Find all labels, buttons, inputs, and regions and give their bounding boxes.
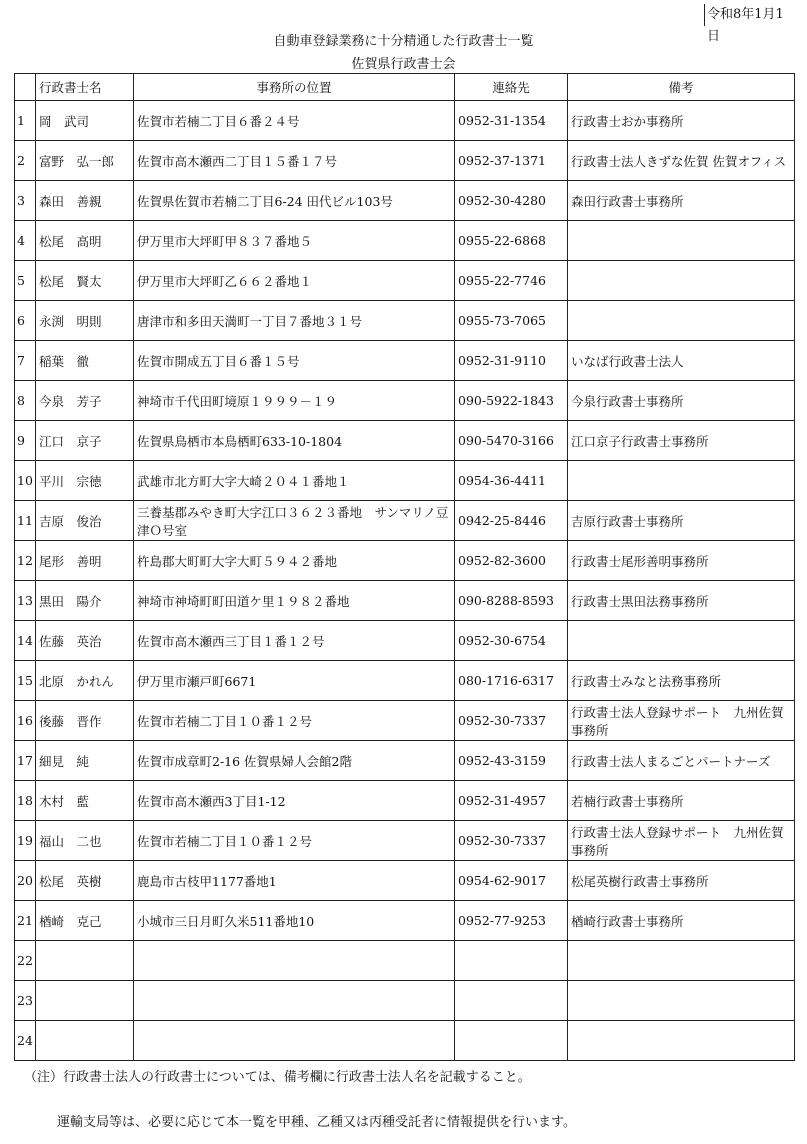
document-subtitle: 佐賀県行政書士会 [351,57,456,72]
table-row [15,181,795,221]
table-row [15,341,795,381]
contact-phone: 090-8288-8593 [455,581,568,621]
table-row [15,701,795,741]
issue-date: 令和8年1月1日 [704,4,796,26]
remarks [568,461,795,501]
remarks [568,301,795,341]
office-address: 佐賀市開成五丁目６番１５号 [134,341,455,381]
remarks [568,981,795,1021]
scrivener-name: 松尾 賢太 [36,261,134,301]
remarks: 江口京子行政書士事務所 [568,421,795,461]
remarks: 今泉行政書士事務所 [568,381,795,421]
row-number: 13 [15,581,36,621]
remarks: 行政書士尾形善明事務所 [568,541,795,581]
contact-phone: 0952-31-9110 [455,341,568,381]
contact-phone: 0952-43-3159 [455,741,568,781]
contact-phone: 0955-73-7065 [455,301,568,341]
row-number: 7 [15,341,36,381]
office-address: 杵島郡大町町大字大町５９４２番地 [134,541,455,581]
contact-phone: 0955-22-6868 [455,221,568,261]
row-number: 23 [15,981,36,1021]
remarks [568,1021,795,1061]
contact-phone: 0952-30-4280 [455,181,568,221]
table-row [15,901,795,941]
office-address: 佐賀市若楠二丁目６番２４号 [134,101,455,141]
row-number: 20 [15,861,36,901]
contact-phone: 0954-36-4411 [455,461,568,501]
table-row [15,1021,795,1061]
remarks: 楢崎行政書士事務所 [568,901,795,941]
remarks: 若楠行政書士事務所 [568,781,795,821]
table-row [15,141,795,181]
office-address [134,1021,455,1061]
office-address: 佐賀市成章町2-16 佐賀県婦人会館2階 [134,741,455,781]
contact-phone [455,981,568,1021]
scrivener-name: 佐藤 英治 [36,621,134,661]
row-number: 8 [15,381,36,421]
table-header-row [15,74,795,101]
scrivener-table [14,73,795,1061]
contact-phone: 0952-30-6754 [455,621,568,661]
office-address: 伊万里市瀬戸町6671 [134,661,455,701]
office-address: 佐賀市高木瀬西3丁目1-12 [134,781,455,821]
contact-phone: 0952-82-3600 [455,541,568,581]
office-address: 神埼市神埼町町田道ケ里１９８２番地 [134,581,455,621]
office-address: 伊万里市大坪町乙６６２番地１ [134,261,455,301]
table-row [15,221,795,261]
table-row [15,821,795,861]
row-number: 16 [15,701,36,741]
table-row [15,621,795,661]
table-row [15,741,795,781]
contact-phone: 0952-30-7337 [455,701,568,741]
row-number: 10 [15,461,36,501]
scrivener-name: 松尾 英樹 [36,861,134,901]
office-address: 佐賀市若楠二丁目１０番１２号 [134,821,455,861]
footnote: （注）行政書士法人の行政書士については、備考欄に行政書士法人名を記載すること。 [24,1070,531,1085]
scrivener-name: 岡 武司 [36,101,134,141]
contact-phone: 0952-31-1354 [455,101,568,141]
row-number: 18 [15,781,36,821]
scrivener-name [36,1021,134,1061]
row-number: 24 [15,1021,36,1061]
document-title: 自動車登録業務に十分精通した行政書士一覧 [273,34,534,49]
remarks: 行政書士法人登録サポート 九州佐賀事務所 [568,821,795,861]
row-number: 1 [15,101,36,141]
remarks [568,621,795,661]
contact-phone: 0955-22-7746 [455,261,568,301]
table-body [15,101,795,1061]
column-header-contact: 連絡先 [455,74,568,101]
contact-phone: 0952-31-4957 [455,781,568,821]
office-address: 佐賀県鳥栖市本鳥栖町633-10-1804 [134,421,455,461]
row-number: 17 [15,741,36,781]
table-row [15,101,795,141]
remarks [568,221,795,261]
contact-phone: 0954-62-9017 [455,861,568,901]
row-number: 14 [15,621,36,661]
scrivener-name: 今泉 芳子 [36,381,134,421]
row-number: 3 [15,181,36,221]
row-number: 2 [15,141,36,181]
scrivener-name: 江口 京子 [36,421,134,461]
scrivener-name: 北原 かれん [36,661,134,701]
table-row [15,421,795,461]
remarks: 行政書士法人きずな佐賀 佐賀オフィス [568,141,795,181]
row-number: 22 [15,941,36,981]
column-header-address: 事務所の位置 [134,74,455,101]
table-row [15,461,795,501]
remarks: 行政書士法人まるごとパートナーズ [568,741,795,781]
table-row [15,941,795,981]
scrivener-name: 福山 二也 [36,821,134,861]
table-row [15,661,795,701]
table-row [15,861,795,901]
row-number: 6 [15,301,36,341]
remarks: 行政書士おか事務所 [568,101,795,141]
contact-phone [455,1021,568,1061]
table-row [15,381,795,421]
contact-phone: 080-1716-6317 [455,661,568,701]
office-address: 鹿島市古枝甲1177番地1 [134,861,455,901]
column-header-remarks: 備考 [568,74,795,101]
scrivener-name: 永渕 明則 [36,301,134,341]
table-row [15,541,795,581]
scrivener-name: 木村 藍 [36,781,134,821]
scrivener-name: 後藤 晋作 [36,701,134,741]
contact-phone: 0952-77-9253 [455,901,568,941]
remarks: 行政書士みなと法務事務所 [568,661,795,701]
scrivener-name: 黒田 陽介 [36,581,134,621]
table-row [15,501,795,541]
scrivener-name: 楢崎 克己 [36,901,134,941]
scrivener-name: 平川 宗徳 [36,461,134,501]
row-number: 5 [15,261,36,301]
office-address: 伊万里市大坪町甲８３７番地５ [134,221,455,261]
table-row [15,781,795,821]
remarks: いなば行政書士法人 [568,341,795,381]
office-address: 唐津市和多田天満町一丁目７番地３１号 [134,301,455,341]
row-number: 12 [15,541,36,581]
scrivener-name: 細見 純 [36,741,134,781]
office-address: 小城市三日月町久米511番地10 [134,901,455,941]
contact-phone: 090-5922-1843 [455,381,568,421]
column-header-number [15,74,36,101]
remarks [568,941,795,981]
scrivener-name [36,981,134,1021]
contact-phone [455,941,568,981]
remarks [568,261,795,301]
contact-phone: 090-5470-3166 [455,421,568,461]
row-number: 21 [15,901,36,941]
remarks: 森田行政書士事務所 [568,181,795,221]
office-address: 佐賀県佐賀市若楠二丁目6-24 田代ビル103号 [134,181,455,221]
office-address: 三養基郡みやき町大字江口３６２３番地 サンマリノ豆津Ｏ号室 [134,501,455,541]
office-address: 佐賀市若楠二丁目１０番１２号 [134,701,455,741]
table-row [15,301,795,341]
row-number: 11 [15,501,36,541]
row-number: 15 [15,661,36,701]
office-address [134,941,455,981]
info-statement: 運輸支局等は、必要に応じて本一覧を甲種、乙種又は丙種受託者に情報提供を行います。 [57,1115,576,1130]
scrivener-name [36,941,134,981]
row-number: 9 [15,421,36,461]
contact-phone: 0952-37-1371 [455,141,568,181]
remarks: 吉原行政書士事務所 [568,501,795,541]
scrivener-name: 吉原 俊治 [36,501,134,541]
office-address: 佐賀市高木瀬西三丁目１番１２号 [134,621,455,661]
office-address: 神埼市千代田町境原１９９９－１９ [134,381,455,421]
row-number: 4 [15,221,36,261]
table-row [15,261,795,301]
contact-phone: 0942-25-8446 [455,501,568,541]
scrivener-name: 富野 弘一郎 [36,141,134,181]
office-address: 武雄市北方町大字大崎２０４１番地１ [134,461,455,501]
column-header-name: 行政書士名 [36,74,134,101]
scrivener-name: 尾形 善明 [36,541,134,581]
remarks: 行政書士法人登録サポート 九州佐賀事務所 [568,701,795,741]
remarks: 松尾英樹行政書士事務所 [568,861,795,901]
office-address [134,981,455,1021]
table-row [15,981,795,1021]
contact-phone: 0952-30-7337 [455,821,568,861]
scrivener-name: 森田 善親 [36,181,134,221]
remarks: 行政書士黒田法務事務所 [568,581,795,621]
scrivener-name: 松尾 高明 [36,221,134,261]
row-number: 19 [15,821,36,861]
scrivener-name: 稲葉 徹 [36,341,134,381]
office-address: 佐賀市高木瀬西二丁目１５番１７号 [134,141,455,181]
table-row [15,581,795,621]
